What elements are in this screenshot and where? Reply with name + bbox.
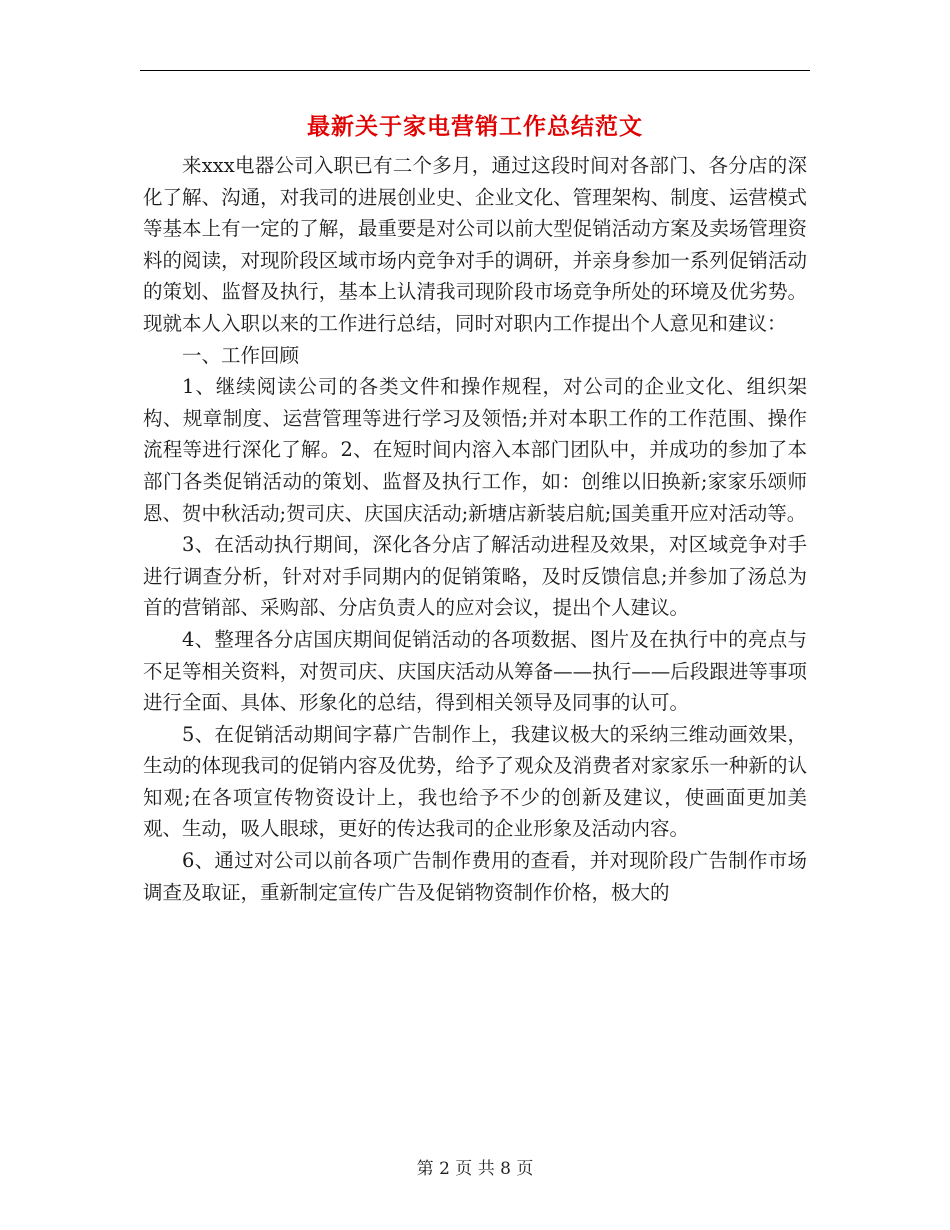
header-rule xyxy=(140,70,810,71)
document-title: 最新关于家电营销工作总结范文 xyxy=(307,113,643,140)
page-number-footer: 第 2 页 共 8 页 xyxy=(416,1159,534,1179)
document-body xyxy=(143,150,807,908)
section-heading-work-review: 一、工作回顾 xyxy=(182,343,300,367)
paragraph-item-4: 4、整理各分店国庆期间促销活动的各项数据、图片及在执行中的亮点与不足等相关资料，对贺司庆、庆国庆活动从筹备——执行——后段跟进等事项进行全面、具体、形象化的总结，得到相关领导及同事的认可。 xyxy=(143,627,807,715)
paragraph-item-5: 5、在促销活动期间字幕广告制作上，我建议极大的采纳三维动画效果，生动的体现我司的促销内容及优势，给予了观众及消费者对家家乐一种新的认知观;在各项宣传物资设计上，我也给予不少的创新及建议，使画面更加美观、生动，吸人眼球，更好的传达我司的企业形象及活动内容。 xyxy=(143,722,807,841)
paragraph-item-1-2: 1、继续阅读公司的各类文件和操作规程，对公司的企业文化、组织架构、规章制度、运营管理等进行学习及领悟;并对本职工作的工作范围、操作流程等进行深化了解。2、在短时间内溶入本部门团队中，并成功的参加了本部门各类促销活动的策划、监督及执行工作，如：创维以旧换新;家家乐颂师恩、贺中秋活动;贺司庆、庆国庆活动;新塘店新装启航;国美重开应对活动等。 xyxy=(143,375,807,525)
paragraph-item-6: 6、通过对公司以前各项广告制作费用的查看，并对现阶段广告制作市场调查及取证，重新制定宣传广告及促销物资制作价格，极大的 xyxy=(143,849,807,904)
paragraph-intro: 来xxx电器公司入职已有二个多月，通过这段时间对各部门、各分店的深化了解、沟通，对我司的进展创业史、企业文化、管理架构、制度、运营模式等基本上有一定的了解，最重要是对公司以前大型促销活动方案及卖场管理资料的阅读，对现阶段区域市场内竞争对手的调研，并亲身参加一系列促销活动的策划、监督及执行，基本上认清我司现阶段市场竞争所处的环境及优劣势。现就本人入职以来的工作进行总结，同时对职内工作提出个人意见和建议： xyxy=(143,154,807,335)
paragraph-item-3: 3、在活动执行期间，深化各分店了解活动进程及效果，对区域竞争对手进行调查分析，针对对手同期内的促销策略，及时反馈信息;并参加了汤总为首的营销部、采购部、分店负责人的应对会议，提出个人建议。 xyxy=(143,533,807,620)
